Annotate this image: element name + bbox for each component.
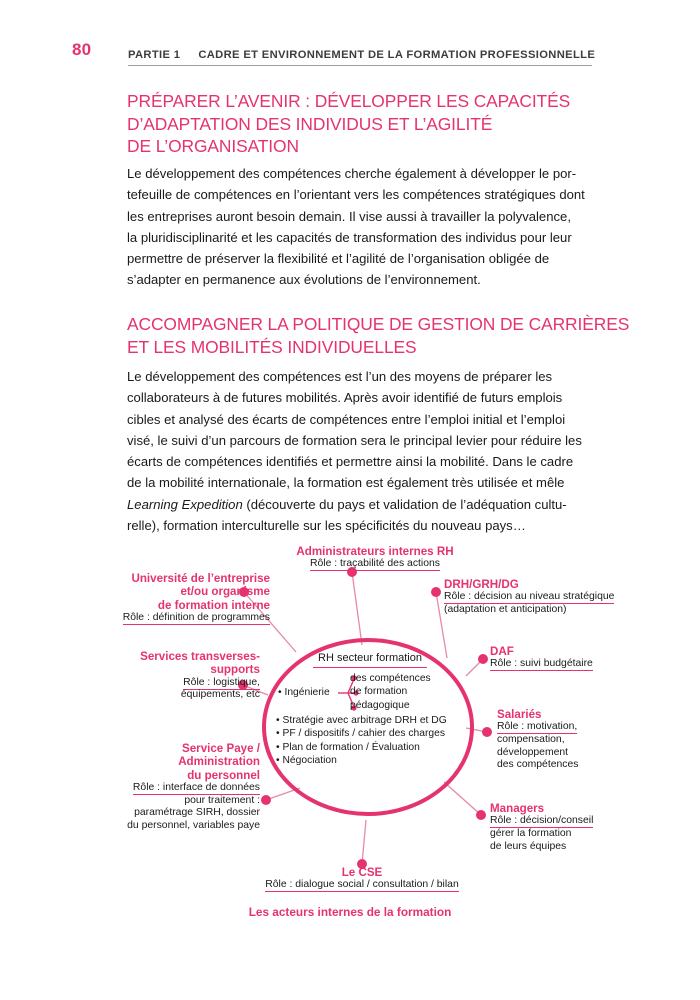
node-role: [250, 558, 500, 571]
node-role: des compétences: [497, 759, 579, 771]
node-role-text: Rôle : interface de données: [132, 782, 260, 794]
node-role-text: Rôle : dialogue social / consultation / bilan: [265, 879, 459, 891]
heading-line: PRÉPARER L’AVENIR : DÉVELOPPER LES CAPACITÉS: [127, 91, 571, 111]
center-bullet: • Plan de formation / Évaluation: [276, 741, 420, 753]
node-role: [60, 677, 260, 690]
node-role: développement: [497, 746, 569, 758]
ingenierie-items: [350, 672, 431, 713]
node-role: de leurs équipes: [490, 840, 567, 852]
paragraph-line: écarts de compétences identifiés et permettre ainsi la mobilité. Dans le cadre: [127, 454, 574, 470]
paragraph-preparer-lavenir: [127, 163, 607, 291]
node-drh-grh-dg: [444, 578, 674, 617]
node-title: Le CSE: [341, 866, 383, 879]
node-role-text: Rôle : logistique,: [183, 676, 260, 688]
node-title: Administration: [178, 755, 260, 769]
node-role: pour traitement :: [184, 794, 260, 806]
node-title: Administrateurs internes RH: [296, 545, 454, 558]
part-label: PARTIE 1: [128, 49, 181, 61]
ingenierie-item: de formation: [350, 686, 408, 698]
paragraph-line: Le développement des compétences cherche également à développer le por-: [127, 166, 577, 181]
ingenierie-label: • Ingénierie: [278, 686, 330, 698]
paragraph-line: Le développement des compétences est l’un des moyens de préparer les: [127, 369, 553, 384]
node-role-text: Rôle : décision/conseil: [490, 815, 594, 827]
node-role: [222, 879, 502, 892]
connector-cse: [362, 820, 366, 864]
node-service-paye: [60, 742, 260, 833]
node-role: gérer la formation: [490, 828, 572, 839]
node-title: DRH/GRH/DG: [444, 578, 519, 591]
diagram-caption: Les acteurs internes de la formation: [248, 905, 452, 919]
node-services-transverses-supports: [60, 650, 260, 702]
node-role: équipements, etc: [180, 689, 260, 701]
italic-term: Learning Expedition: [127, 496, 243, 512]
paragraph-line-italic-mixed: [127, 494, 607, 515]
node-le-cse: [222, 866, 502, 892]
center-bullet: • PF / dispositifs / cahier des charges: [276, 728, 445, 740]
ingenierie-block: [272, 672, 468, 714]
node-role: paramétrage SIRH, dossier: [134, 807, 260, 819]
node-role: du personnel, variables paye: [127, 820, 260, 831]
node-role-text: Rôle : motivation,: [497, 721, 578, 733]
node-title: Service Paye /: [182, 742, 260, 755]
node-title: du personnel: [187, 768, 260, 782]
paragraph-line: de la mobilité internationale, la formation est également très utilisée et mêle: [127, 475, 565, 491]
node-title: Salariés: [497, 708, 542, 721]
connector-administrateurs: [352, 572, 362, 645]
paragraph-line: s’adapter en permanence aux évolutions de l’environnement.: [127, 272, 481, 288]
node-role: [444, 591, 674, 604]
paragraph-line: collaborateurs à de futures mobilités. Après avoir identifié de futurs emplois: [127, 390, 563, 406]
heading-line: ET LES MOBILITÉS INDIVIDUELLES: [127, 336, 417, 357]
heading-accompagner-politique: [127, 313, 630, 358]
node-role: [490, 658, 670, 671]
paragraph-line: permettre de préserver la flexibilité et l’agilité de l’organisation obligée de: [127, 251, 550, 267]
node-role-text: Rôle : traçabilité des actions: [310, 558, 440, 570]
center-bullets: [272, 714, 468, 768]
node-role: [497, 721, 667, 734]
node-title: et/ou organisme: [180, 585, 270, 599]
ingenierie-item: des compétences: [350, 672, 431, 684]
node-title: supports: [210, 663, 260, 677]
node-daf: [490, 645, 670, 671]
heading-preparer-lavenir: [127, 90, 607, 158]
node-title: Managers: [490, 802, 545, 815]
node-role: compensation,: [497, 734, 565, 745]
header-rule: [128, 38, 596, 66]
heading-line: ACCOMPAGNER LA POLITIQUE DE GESTION DE CARRIÈRES: [127, 314, 630, 334]
node-role: [60, 782, 260, 795]
node-role-text: Rôle : suivi budgétaire: [490, 658, 593, 670]
center-content: [272, 648, 468, 806]
node-salaries: [497, 708, 667, 772]
node-role-text: Rôle : décision au niveau stratégique: [444, 591, 615, 603]
paragraph-line: tefeuille de compétences en l’orientant vers les compétences stratégiques dont: [127, 187, 585, 203]
paragraph-accompagner-politique: [127, 366, 607, 536]
paragraph-line: visé, le suivi d’un parcours de formation sera le principal levier pour réduire les: [127, 432, 582, 448]
center-bullet: • Négociation: [276, 755, 337, 767]
center-bullet: • Stratégie avec arbitrage DRH et DG: [276, 714, 447, 726]
page-number: 80: [72, 40, 92, 59]
node-title: DAF: [490, 645, 514, 658]
header-section-title: CADRE ET ENVIRONNEMENT DE LA FORMATION PROFESSIONNELLE: [198, 49, 596, 61]
node-managers: [490, 802, 665, 853]
node-administrateurs-internes-rh: [250, 545, 500, 571]
paragraph-line-rest: (découverte du pays et validation de l’adéquation cultu-: [242, 496, 567, 512]
node-role: (adaptation et anticipation): [444, 604, 567, 615]
ingenierie-item: pédagogique: [350, 699, 410, 711]
node-title: Services transverses-: [140, 650, 260, 663]
center-heading: RH secteur formation: [313, 652, 427, 668]
node-title: de formation interne: [157, 598, 270, 612]
paragraph-line: cibles et analysé des écarts de compétences entre l’emploi initial et l’emploi: [127, 411, 566, 427]
node-role: [490, 815, 665, 828]
heading-line: DE L’ORGANISATION: [127, 136, 299, 157]
paragraph-line: la pluridisciplinarité et les capacités de transformation des individus pour leur: [127, 229, 572, 245]
running-head: [72, 38, 596, 68]
node-role-text: Rôle : définition de programmes: [122, 612, 270, 624]
paragraph-line: relle), formation interculturelle sur les spécificités du nouveau pays…: [127, 518, 526, 534]
heading-line: D’ADAPTATION DES INDIVIDUS ET L’AGILITÉ: [127, 113, 493, 134]
node-title: Université de l’entreprise: [131, 572, 270, 585]
paragraph-line: les entreprises auront besoin demain. Il vise aussi à travailler la polyvalence,: [127, 208, 571, 224]
node-role: [60, 612, 270, 625]
node-universite-entreprise: [60, 572, 270, 625]
